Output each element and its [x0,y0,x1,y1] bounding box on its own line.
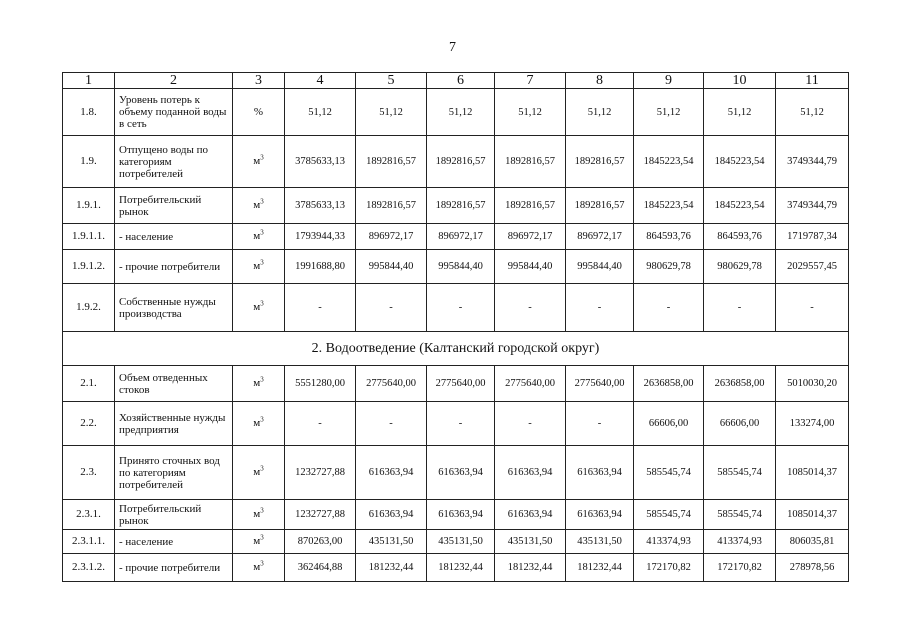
value-cell: 1892816,57 [566,136,634,188]
value-cell: 51,12 [285,89,356,136]
unit-cell [233,284,285,332]
value-cell: 616363,94 [566,500,634,530]
row-name: - прочие потребители [115,250,233,284]
value-cell: 1892816,57 [566,188,634,224]
value-cell: 1845223,54 [634,136,704,188]
table-row [63,284,849,332]
unit-exponent: 3 [260,197,264,206]
value-cell: 1793944,33 [285,224,356,250]
value-cell: 896972,17 [566,224,634,250]
unit-label: м [253,230,261,242]
value-cell: 980629,78 [634,250,704,284]
row-index: 2.3.1.1. [63,530,115,554]
value-cell: 995844,40 [356,250,427,284]
column-header: 10 [704,73,776,89]
table-row [63,500,849,530]
unit-label: м [253,199,261,211]
value-cell: 362464,88 [285,554,356,582]
row-index: 1.9.1.1. [63,224,115,250]
row-name: - население [115,224,233,250]
value-cell: 1232727,88 [285,500,356,530]
row-name: - население [115,530,233,554]
unit-cell [233,224,285,250]
unit-exponent: 3 [260,153,264,162]
row-name: Потребительский рынок [115,500,233,530]
value-cell: 172170,82 [704,554,776,582]
unit-exponent: 3 [260,375,264,384]
column-header: 3 [233,73,285,89]
value-cell: 5010030,20 [776,366,849,402]
unit-label: % [253,105,264,118]
row-index: 1.8. [63,89,115,136]
value-cell: 1232727,88 [285,446,356,500]
row-index: 2.3.1. [63,500,115,530]
value-cell: 66606,00 [634,402,704,446]
value-cell: 2029557,45 [776,250,849,284]
row-index: 2.2. [63,402,115,446]
value-cell: 1719787,34 [776,224,849,250]
value-cell: 3785633,13 [285,136,356,188]
value-cell: 181232,44 [356,554,427,582]
value-cell: 3749344,79 [776,136,849,188]
value-cell: 864593,76 [704,224,776,250]
value-cell: - [356,284,427,332]
value-cell: 435131,50 [356,530,427,554]
value-cell: - [704,284,776,332]
table-header-row [63,73,849,89]
value-cell: 616363,94 [427,500,495,530]
value-cell: 896972,17 [356,224,427,250]
unit-cell [233,446,285,500]
value-cell: 1892816,57 [495,136,566,188]
value-cell: 181232,44 [566,554,634,582]
row-index: 1.9.1.2. [63,250,115,284]
value-cell: 66606,00 [704,402,776,446]
unit-label: м [253,466,261,478]
value-cell: - [427,402,495,446]
value-cell: 2775640,00 [427,366,495,402]
value-cell: 2636858,00 [704,366,776,402]
table-row [63,402,849,446]
unit-cell [233,366,285,402]
row-name: Потребительский рынок [115,188,233,224]
unit-label: м [253,561,261,573]
value-cell: 413374,93 [634,530,704,554]
column-header: 9 [634,73,704,89]
unit-exponent: 3 [260,258,264,267]
row-name: Собственные нужды производства [115,284,233,332]
row-name: Уровень потерь к объему поданной воды в сеть [115,89,233,136]
row-name: Хозяйственные нужды предприятия [115,402,233,446]
value-cell: 1085014,37 [776,500,849,530]
unit-cell [233,554,285,582]
value-cell: 864593,76 [634,224,704,250]
value-cell: - [566,284,634,332]
value-cell: 51,12 [427,89,495,136]
value-cell: 435131,50 [495,530,566,554]
value-cell: 2775640,00 [566,366,634,402]
value-cell: 435131,50 [427,530,495,554]
value-cell: 1892816,57 [427,136,495,188]
value-cell: 51,12 [704,89,776,136]
row-name: Принято сточных вод по категориям потребителей [115,446,233,500]
unit-cell [233,89,285,136]
value-cell: 616363,94 [566,446,634,500]
value-cell: 585545,74 [704,500,776,530]
row-index: 2.3. [63,446,115,500]
value-cell: 995844,40 [495,250,566,284]
value-cell: 616363,94 [356,500,427,530]
table-row [63,446,849,500]
unit-label: м [253,155,261,167]
section-heading: 2. Водоотведение (Калтанский городской округ) [63,332,849,366]
value-cell: 1892816,57 [495,188,566,224]
value-cell: 181232,44 [427,554,495,582]
unit-exponent: 3 [260,415,264,424]
row-name: Объем отведенных стоков [115,366,233,402]
value-cell: 585545,74 [634,500,704,530]
value-cell: - [495,284,566,332]
table-row [63,89,849,136]
value-cell: 3749344,79 [776,188,849,224]
value-cell: - [495,402,566,446]
table-row [63,224,849,250]
column-header: 6 [427,73,495,89]
unit-exponent: 3 [260,464,264,473]
value-cell: 51,12 [634,89,704,136]
row-name: Отпущено воды по категориям потребителей [115,136,233,188]
unit-exponent: 3 [260,299,264,308]
value-cell: 2636858,00 [634,366,704,402]
value-cell: 616363,94 [495,500,566,530]
table-row [63,188,849,224]
unit-exponent: 3 [260,533,264,542]
unit-cell [233,530,285,554]
value-cell: 2775640,00 [356,366,427,402]
unit-label: м [253,377,261,389]
column-header: 7 [495,73,566,89]
value-cell: 995844,40 [566,250,634,284]
column-header: 2 [115,73,233,89]
value-cell: 1892816,57 [356,136,427,188]
value-cell: 1892816,57 [356,188,427,224]
value-cell: 133274,00 [776,402,849,446]
value-cell: 995844,40 [427,250,495,284]
page-number: 7 [449,40,456,55]
unit-exponent: 3 [260,506,264,515]
value-cell: 51,12 [566,89,634,136]
value-cell: 585545,74 [704,446,776,500]
value-cell: 1845223,54 [704,136,776,188]
value-cell: 616363,94 [495,446,566,500]
value-cell: 980629,78 [704,250,776,284]
unit-label: м [253,535,261,547]
value-cell: 435131,50 [566,530,634,554]
value-cell: 870263,00 [285,530,356,554]
value-cell: 1845223,54 [704,188,776,224]
row-index: 1.9. [63,136,115,188]
unit-label: м [253,417,261,429]
value-cell: 1845223,54 [634,188,704,224]
unit-cell [233,188,285,224]
table-body [63,73,849,582]
unit-label: м [253,260,261,272]
value-cell: - [356,402,427,446]
table-row [63,136,849,188]
data-table [62,72,849,582]
table-row [63,250,849,284]
row-index: 1.9.2. [63,284,115,332]
value-cell: 51,12 [495,89,566,136]
unit-label: м [253,301,261,313]
value-cell: 1991688,80 [285,250,356,284]
unit-cell [233,500,285,530]
column-header: 1 [63,73,115,89]
row-index: 1.9.1. [63,188,115,224]
unit-cell [233,402,285,446]
column-header: 11 [776,73,849,89]
unit-exponent: 3 [260,228,264,237]
column-header: 8 [566,73,634,89]
value-cell: 413374,93 [704,530,776,554]
table-row [63,554,849,582]
column-header: 4 [285,73,356,89]
value-cell: 172170,82 [634,554,704,582]
value-cell: 1085014,37 [776,446,849,500]
column-header: 5 [356,73,427,89]
value-cell: 896972,17 [495,224,566,250]
row-index: 2.3.1.2. [63,554,115,582]
value-cell: 181232,44 [495,554,566,582]
value-cell: 51,12 [356,89,427,136]
unit-label: м [253,508,261,520]
value-cell: 896972,17 [427,224,495,250]
value-cell: 3785633,13 [285,188,356,224]
unit-cell [233,136,285,188]
table-row [63,530,849,554]
value-cell: 806035,81 [776,530,849,554]
value-cell: 278978,56 [776,554,849,582]
value-cell: - [776,284,849,332]
value-cell: 2775640,00 [495,366,566,402]
value-cell: 51,12 [776,89,849,136]
value-cell: 616363,94 [356,446,427,500]
unit-cell [233,250,285,284]
value-cell: - [634,284,704,332]
value-cell: 616363,94 [427,446,495,500]
value-cell: 1892816,57 [427,188,495,224]
value-cell: - [427,284,495,332]
value-cell: 5551280,00 [285,366,356,402]
row-name: - прочие потребители [115,554,233,582]
section-heading-row [63,332,849,366]
value-cell: - [285,402,356,446]
value-cell: - [566,402,634,446]
table-row [63,366,849,402]
unit-exponent: 3 [260,559,264,568]
value-cell: 585545,74 [634,446,704,500]
row-index: 2.1. [63,366,115,402]
value-cell: - [285,284,356,332]
